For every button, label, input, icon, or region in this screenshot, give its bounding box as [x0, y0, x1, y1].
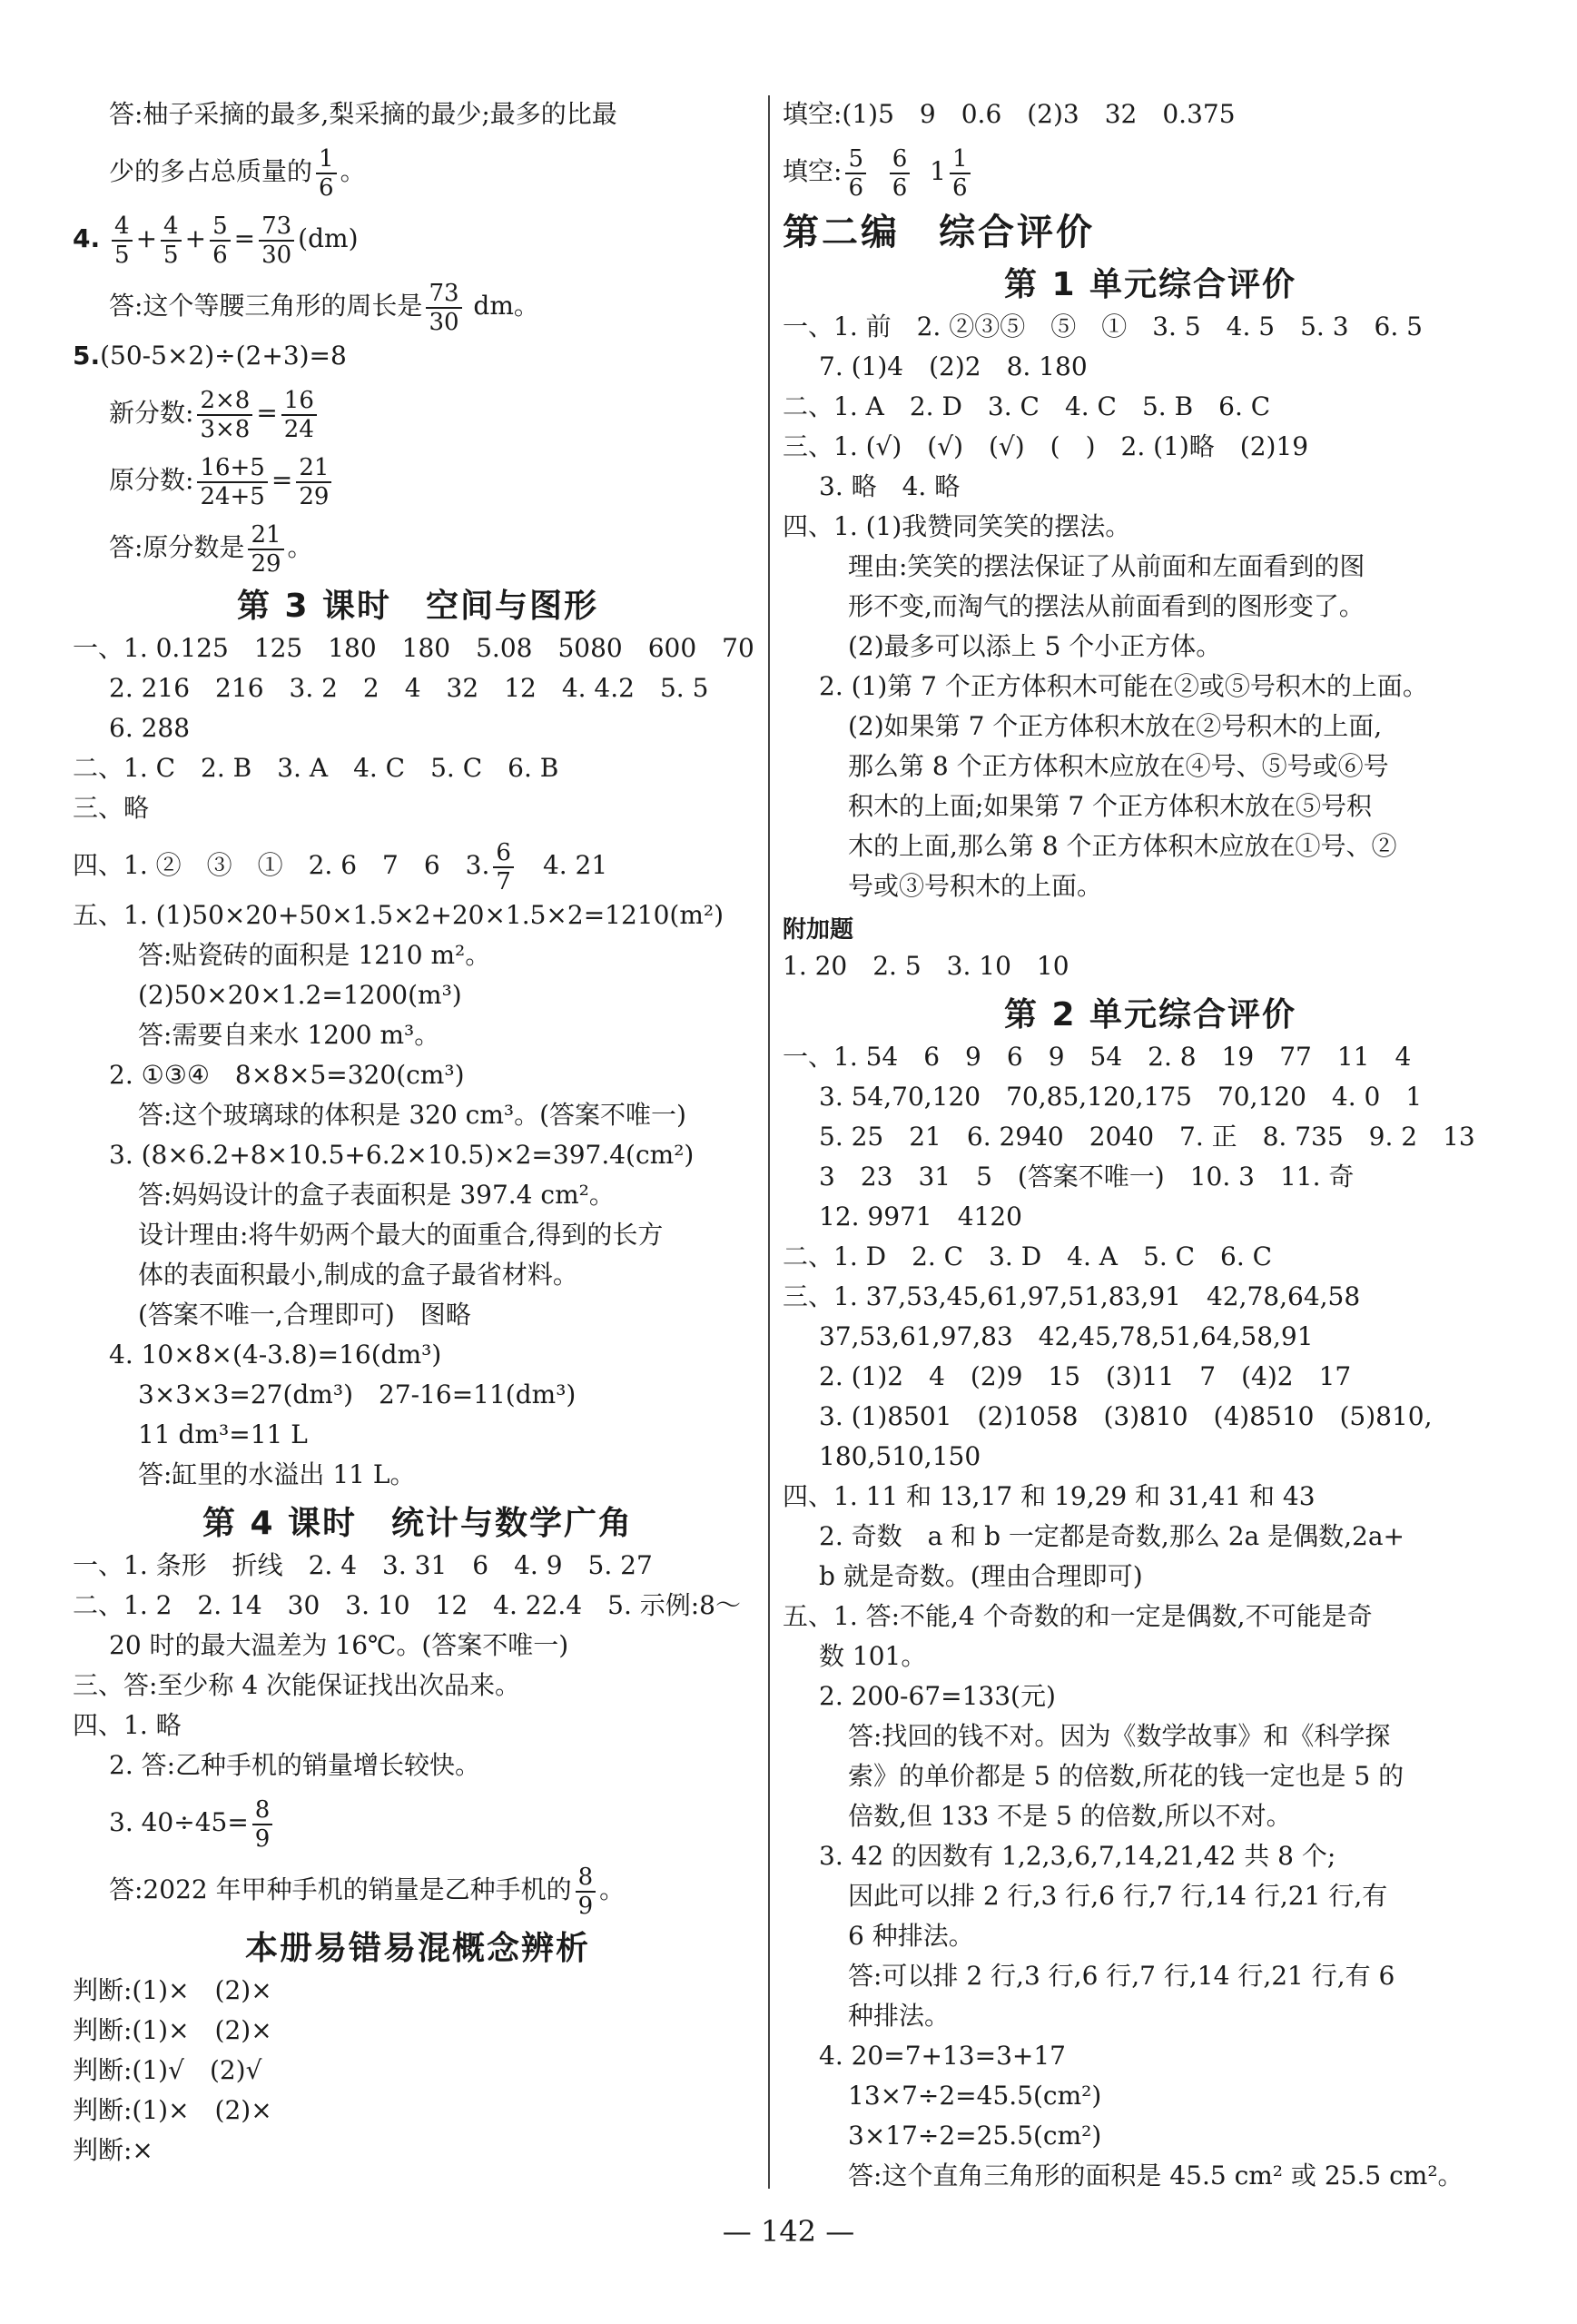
fraction: $\frac{5}{6}$ — [210, 213, 231, 269]
answer-line: 四、1. ② ③ ① 2. 6 7 6 3. $\frac{6}{7}$ 4. 21 — [73, 838, 608, 895]
answer-line: 13×7÷2=45.5(cm²) — [848, 2081, 1102, 2111]
answer-line: 索》的单价都是 5 的倍数,所花的钱一定也是 5 的 — [848, 1761, 1405, 1791]
answer-line: 答:找回的钱不对。因为《数学故事》和《科学探 — [848, 1721, 1391, 1751]
answer-line: 二、1. D 2. C 3. D 4. A 5. C 6. C — [783, 1241, 1273, 1271]
answer-line: 6 种排法。 — [848, 1921, 974, 1951]
answer-line: 3. 42 的因数有 1,2,3,6,7,14,21,42 共 8 个; — [819, 1841, 1336, 1871]
fraction: $\frac{4}{5}$ — [112, 213, 133, 269]
fraction: $\frac{1}{6}$ — [316, 145, 337, 202]
answer-line: 那么第 8 个正方体积木应放在④号、⑤号或⑥号 — [848, 751, 1389, 781]
answer-line: 一、1. 条形 折线 2. 4 3. 31 6 4. 9 5. 27 — [73, 1550, 653, 1580]
answer-line: 5. 25 21 6. 2940 2040 7. 正 8. 735 9. 2 13 — [819, 1122, 1475, 1152]
fraction: $\frac{6}{6}$ — [890, 145, 911, 202]
answer-line: 5.(50-5×2)÷(2+3)=8 — [73, 341, 347, 371]
answer-line: 答:妈妈设计的盒子表面积是 397.4 cm²。 — [138, 1180, 615, 1210]
answer-line: (2)如果第 7 个正方体积木放在②号积木的上面, — [848, 711, 1383, 741]
answer-line: 答:原分数是 $\frac{21}{29}$ 。 — [109, 520, 313, 578]
answer-line: 三、答:至少称 4 次能保证找出次品来。 — [73, 1670, 521, 1700]
answer-line: 二、1. A 2. D 3. C 4. C 5. B 6. C — [783, 391, 1271, 421]
answer-line: 1. 20 2. 5 3. 10 10 — [783, 951, 1069, 981]
answer-line: 2. 答:乙种手机的销量增长较快。 — [109, 1750, 481, 1780]
answer-line: (答案不唯一,合理即可) 图略 — [138, 1300, 471, 1330]
answer-line: 答:缸里的水溢出 11 L。 — [138, 1459, 416, 1489]
answer-line: 3. (1)8501 (2)1058 (3)810 (4)8510 (5)810, — [819, 1401, 1433, 1431]
answer-line: 答:贴瓷砖的面积是 1210 m²。 — [138, 940, 491, 970]
answer-line: 判断:× — [73, 2135, 153, 2165]
answer-line: 3. (8×6.2+8×10.5+6.2×10.5)×2=397.4(cm²) — [109, 1140, 695, 1170]
left-column — [73, 98, 763, 2174]
answer-line: 三、1. 37,53,45,61,97,51,83,91 42,78,64,58 — [783, 1281, 1361, 1311]
answer-line: 判断:(1)√ (2)√ — [73, 2055, 262, 2085]
fraction: $\frac{6}{7}$ — [493, 839, 514, 895]
answer-line: 原分数: $\frac{16+5}{24+5}$ = $\frac{21}{29}$ — [73, 447, 763, 514]
answer-line: 三、1. (√) (√) (√) ( ) 2. (1)略 (2)19 — [783, 431, 1309, 461]
answer-line: 理由:笑笑的摆法保证了从前面和左面看到的图 — [848, 551, 1365, 581]
answer-line: 180,510,150 — [819, 1441, 981, 1471]
answer-line: 形不变,而淘气的摆法从前面看到的图形变了。 — [848, 591, 1365, 621]
fraction: $\frac{73}{30}$ — [426, 280, 461, 336]
section-heading: 第 2 单元综合评价 — [1003, 996, 1297, 1033]
answer-line: 一、1. 54 6 9 6 9 54 2. 8 19 77 11 4 — [783, 1042, 1412, 1072]
answer-line: 设计理由:将牛奶两个最大的面重合,得到的长方 — [138, 1220, 664, 1250]
section-heading: 第 1 单元综合评价 — [1003, 266, 1297, 303]
answer-line: 2. (1)2 4 (2)9 15 (3)11 7 (4)2 17 — [819, 1361, 1352, 1391]
fraction: $\frac{2\times 8}{3\times 8}$ — [197, 387, 252, 443]
column-divider — [768, 95, 770, 2189]
answer-line: 4. 10×8×(4-3.8)=16(dm³) — [109, 1340, 442, 1370]
answer-line: 3×17÷2=25.5(cm²) — [848, 2121, 1102, 2151]
answer-line: 4. $\frac{4}{5}$ + $\frac{4}{5}$ + $\frac{5}{6}$ = $\frac{73}{30}$ (dm) — [73, 212, 359, 269]
answer-line: 答:这个等腰三角形的周长是 $\frac{73}{30}$ dm。 — [109, 279, 539, 336]
answer-line: 判断:(1)× (2)× — [73, 1975, 272, 2005]
answer-line: 一、1. 0.125 125 180 180 5.08 5080 600 70 — [73, 633, 754, 663]
answer-line: (2)最多可以添上 5 个小正方体。 — [848, 631, 1222, 661]
fraction: $\frac{8}{9}$ — [576, 1864, 596, 1920]
fraction: $\frac{1}{6}$ — [950, 145, 971, 202]
answer-line: 少的多占总质量的 $\frac{1}{6}$ 。 — [109, 144, 366, 202]
answer-line: 填空:(1)5 9 0.6 (2)3 32 0.375 — [783, 99, 1236, 129]
answer-line: 一、1. 前 2. ②③⑤ ⑤ ① 3. 5 4. 5 5. 3 6. 5 — [783, 312, 1423, 341]
answer-line: 2. 200-67=133(元) — [819, 1681, 1056, 1711]
answer-line: 4. 20=7+13=3+17 — [819, 2041, 1066, 2071]
answer-line: 五、1. 答:不能,4 个奇数的和一定是偶数,不可能是奇 — [783, 1601, 1373, 1631]
answer-line: 答:需要自来水 1200 m³。 — [138, 1020, 440, 1050]
right-column — [783, 98, 1518, 2200]
fraction: $\frac{16+5}{24+5}$ — [197, 454, 267, 510]
answer-line: 号或③号积木的上面。 — [848, 871, 1103, 901]
answer-line: 12. 9971 4120 — [819, 1202, 1022, 1231]
answer-line: 因此可以排 2 行,3 行,6 行,7 行,14 行,21 行,有 — [848, 1881, 1388, 1911]
fraction: $\frac{73}{30}$ — [259, 213, 294, 269]
answer-line: 判断:(1)× (2)× — [73, 2095, 272, 2125]
answer-line: 数 101。 — [819, 1641, 927, 1671]
answer-line: 2. (1)第 7 个正方体积木可能在②或⑤号积木的上面。 — [819, 671, 1428, 701]
fraction: $\frac{21}{29}$ — [296, 454, 331, 510]
answer-line: 体的表面积最小,制成的盒子最省材料。 — [138, 1260, 578, 1290]
answer-line: (2)50×20×1.2=1200(m³) — [138, 980, 462, 1010]
answer-line: 积木的上面;如果第 7 个正方体积木放在⑤号积 — [848, 791, 1373, 821]
answer-line: 11 dm³=11 L — [138, 1419, 308, 1449]
fraction: $\frac{8}{9}$ — [252, 1796, 273, 1853]
extra-questions-label: 附加题 — [783, 916, 854, 944]
answer-line: 二、1. C 2. B 3. A 4. C 5. C 6. B — [73, 753, 559, 783]
answer-line: 四、1. 略 — [73, 1710, 182, 1740]
part-heading: 第二编 综合评价 — [783, 212, 1095, 253]
answer-line: 二、1. 2 2. 14 30 3. 10 12 4. 22.4 5. 示例:8～ — [73, 1590, 741, 1620]
answer-line: 木的上面,那么第 8 个正方体积木应放在①号、② — [848, 831, 1397, 861]
answer-line: 7. (1)4 (2)2 8. 180 — [819, 351, 1088, 381]
answer-line: 新分数: $\frac{2\times 8}{3\times 8}$ = $\frac{16}{24}$ — [73, 380, 763, 447]
answer-line: 3. 略 4. 略 — [819, 471, 961, 501]
answer-line: 判断:(1)× (2)× — [73, 2015, 272, 2045]
answer-line: b 就是奇数。(理由合理即可) — [819, 1561, 1143, 1591]
answer-line: 四、1. 11 和 13,17 和 19,29 和 31,41 和 43 — [783, 1481, 1316, 1511]
answer-line: 倍数,但 133 不是 5 的倍数,所以不对。 — [848, 1801, 1292, 1831]
answer-line: 2. 216 216 3. 2 2 4 32 12 4. 4.2 5. 5 — [109, 673, 709, 703]
answer-line: 三、略 — [73, 793, 150, 823]
answer-line: 37,53,61,97,83 42,45,78,51,64,58,91 — [819, 1321, 1314, 1351]
answer-line: 20 时的最大温差为 16℃。(答案不唯一) — [109, 1630, 569, 1660]
page-number: — 142 — — [722, 2214, 855, 2249]
answer-line: 四、1. (1)我赞同笑笑的摆法。 — [783, 511, 1131, 541]
answer-line: 3×3×3=27(dm³) 27-16=11(dm³) — [138, 1380, 577, 1409]
answer-line: 2. 奇数 a 和 b 一定都是奇数,那么 2a 是偶数,2a+ — [819, 1521, 1405, 1551]
fraction: $\frac{4}{5}$ — [161, 213, 182, 269]
answer-line: 3. 40÷45= $\frac{8}{9}$ — [73, 1789, 763, 1856]
fraction: $\frac{16}{24}$ — [281, 387, 317, 443]
answer-line: 答:这个直角三角形的面积是 45.5 cm² 或 25.5 cm²。 — [848, 2161, 1464, 2190]
answer-line: 答:可以排 2 行,3 行,6 行,7 行,14 行,21 行,有 6 — [848, 1961, 1395, 1991]
fraction: $\frac{21}{29}$ — [248, 521, 283, 578]
answer-line: 答:2022 年甲种手机的销量是乙种手机的 $\frac{8}{9}$ 。 — [109, 1863, 626, 1920]
answer-line: 6. 288 — [109, 713, 191, 743]
answer-line: 答:柚子采摘的最多,梨采摘的最少;最多的比最 — [109, 99, 617, 129]
section-heading: 第 4 课时 统计与数学广角 — [202, 1505, 634, 1542]
section-heading: 第 3 课时 空间与图形 — [236, 588, 599, 625]
answer-line: 3. 54,70,120 70,85,120,175 70,120 4. 0 1 — [819, 1082, 1423, 1112]
answer-line: 2. ①③④ 8×8×5=320(cm³) — [109, 1060, 465, 1090]
section-heading: 本册易错易混概念辨析 — [244, 1930, 590, 1967]
answer-line: 五、1. (1)50×20+50×1.5×2+20×1.5×2=1210(m²) — [73, 900, 724, 930]
fraction: $\frac{5}{6}$ — [845, 145, 866, 202]
answer-line: 种排法。 — [848, 2001, 951, 2031]
answer-line: 3 23 31 5 (答案不唯一) 10. 3 11. 奇 — [819, 1162, 1355, 1192]
answer-line: 填空: $\frac{5}{6}$ $\frac{6}{6}$ 1 $\frac{1}{6}$ — [783, 138, 1518, 205]
answer-line: 答:这个玻璃球的体积是 320 cm³。(答案不唯一) — [138, 1100, 686, 1130]
